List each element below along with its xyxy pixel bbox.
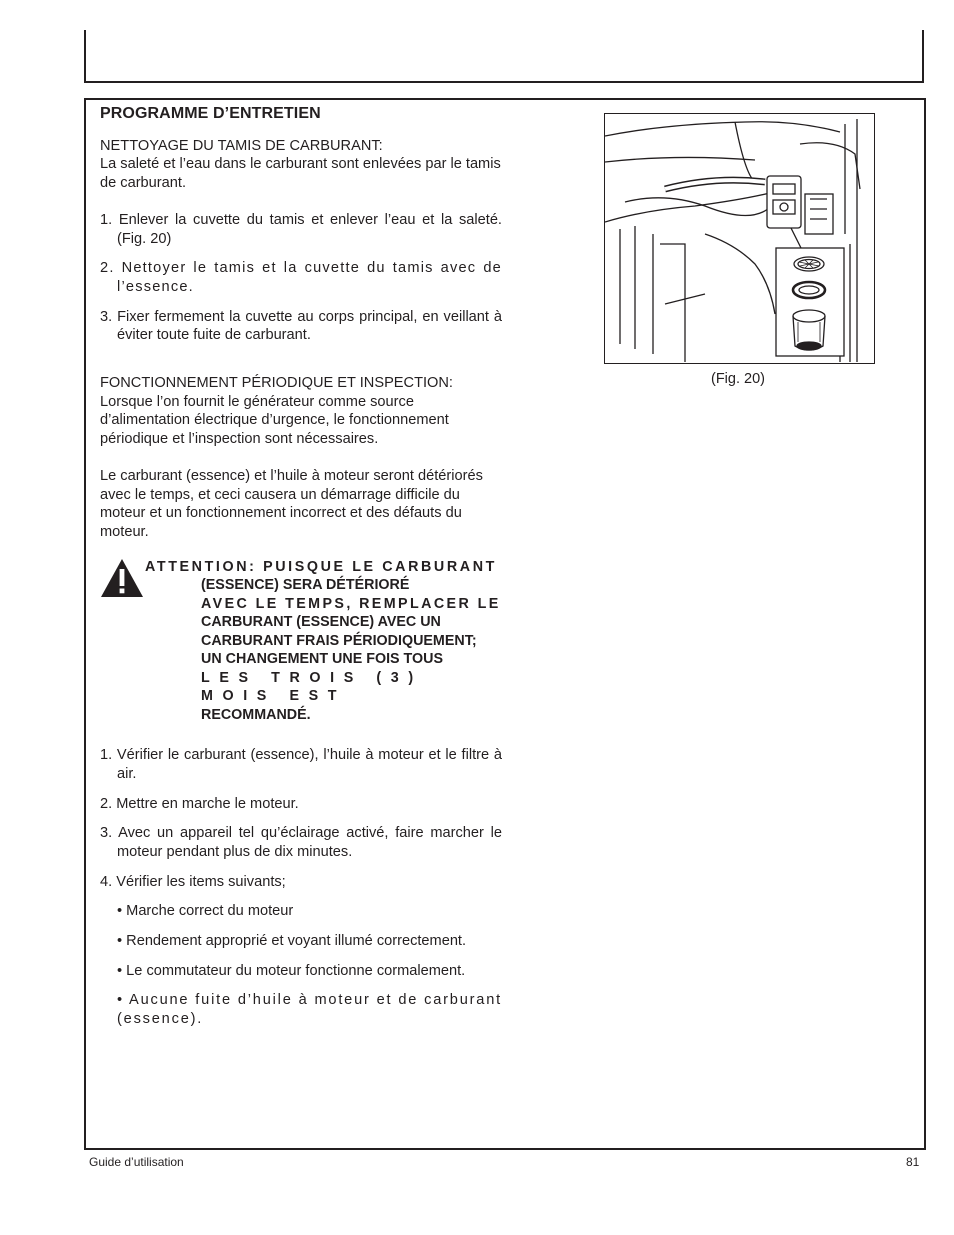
figure-caption: (Fig. 20) [711, 371, 765, 387]
warning-line: CARBURANT FRAIS PÉRIODIQUEMENT; [201, 632, 477, 649]
warning-line: RECOMMANDÉ. [201, 706, 311, 723]
header-frame [84, 30, 924, 83]
operation-paragraph: Le carburant (essence) et l’huile à moteur seront détériorés avec le temps, et ceci causera un démarrage difficile du moteur et un fonctionnement incorrect et des défauts du moteur. [100, 467, 483, 540]
warning-triangle-icon [100, 558, 144, 598]
warning-line: ATTENTION: PUISQUE LE CARBURANT [145, 558, 497, 575]
page-number: 81 [906, 1155, 920, 1169]
list-item: 4. Vérifier les items suivants; [100, 873, 286, 890]
cleaning-intro: La saleté et l’eau dans le carburant sont enlevées par le tamis de carburant. [100, 156, 501, 192]
operation-steps [100, 746, 502, 891]
warning-line: LES TROIS (3) MOIS EST [201, 669, 423, 705]
list-item: 3. Avec un appareil tel qu’éclairage activé, faire marcher le moteur pendant plus de dix minutes. [100, 825, 502, 860]
list-item: 3. Fixer fermement la cuvette au corps principal, en veillant à éviter toute fuite de carburant. [100, 308, 502, 344]
warning-line: (ESSENCE) SERA DÉTÉRIORÉ [201, 577, 410, 594]
section-title: PROGRAMME D’ENTRETIEN [100, 105, 321, 122]
list-item: • Rendement approprié et voyant illumé correctement. [117, 933, 467, 950]
list-item: 2. Mettre en marche le moteur. [100, 795, 299, 812]
cleaning-steps [100, 211, 502, 345]
main-column [100, 105, 502, 1040]
warning-text [100, 558, 502, 725]
list-item: • Le commutateur du moteur fonctionne cormalement. [117, 962, 466, 979]
footer-title: Guide d’utilisation [89, 1155, 184, 1169]
warning-line: CARBURANT (ESSENCE) AVEC UN [201, 614, 441, 631]
list-item: 1. Vérifier le carburant (essence), l’huile à moteur et le filtre à air. [100, 747, 502, 782]
operation-section [100, 374, 502, 1029]
list-item: • Marche correct du moteur [117, 903, 294, 920]
list-item: 1. Enlever la cuvette du tamis et enlever l’eau et la saleté. (Fig. 20) [100, 211, 502, 247]
fuel-strainer-figure [604, 113, 875, 364]
operation-intro: Lorsque l’on fournit le générateur comme source d’alimentation électrique d’urgence, le fonctionnement périodique et l’inspection sont nécessaires. [100, 393, 449, 448]
fuel-strainer-illustration [605, 114, 873, 362]
list-item: • Aucune fuite d’huile à moteur et de carburant (essence). [117, 992, 502, 1028]
operation-heading: FONCTIONNEMENT PÉRIODIQUE ET INSPECTION: [100, 375, 453, 392]
warning-block [100, 558, 502, 725]
list-item: 2. Nettoyer le tamis et la cuvette du tamis avec de l’essence. [100, 260, 502, 295]
warning-line: UN CHANGEMENT UNE FOIS TOUS [201, 651, 443, 668]
warning-line: AVEC LE TEMPS, REMPLACER LE [201, 595, 501, 612]
check-items [100, 902, 502, 1029]
cleaning-heading: NETTOYAGE DU TAMIS DE CARBURANT: [100, 137, 383, 154]
